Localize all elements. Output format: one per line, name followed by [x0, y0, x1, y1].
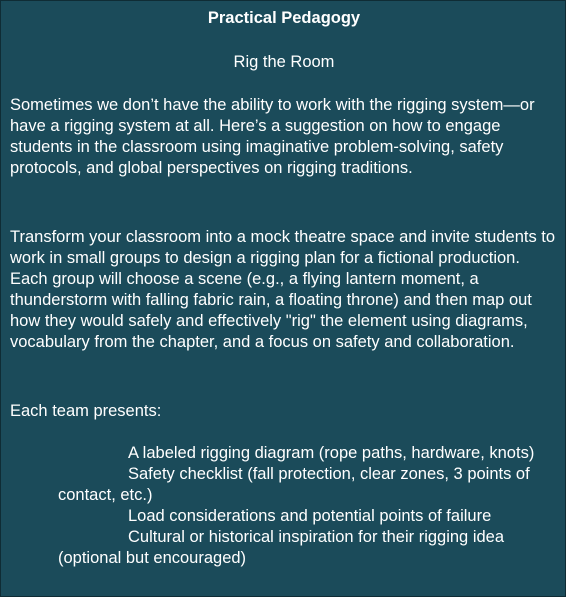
list-item: A labeled rigging diagram (rope paths, hardware, knots)	[128, 444, 535, 462]
list-item: Load considerations and potential points of failure	[128, 507, 492, 525]
activity-paragraph: Transform your classroom into a mock theatre space and invite students to work in small groups to design a rigging plan for a fictional production. Each group will choose a scene (e.g., a flying lantern moment, a thunderstorm with falling fabric rain, a floating throne) and then map out how they would safely and effectively "rig" the element using diagrams, vocabulary from the chapter, and a focus on safety and collaboration.	[10, 228, 556, 351]
callout-subtitle: Rig the Room	[233, 53, 335, 71]
list-item: Safety checklist (fall protection, clear zones, 3 points of contact, etc.)	[58, 465, 530, 504]
intro-paragraph: Sometimes we don’t have the ability to work with the rigging system—or have a rigging system at all. Here’s a suggestion on how to engage students in the classroom using imaginative problem-solving, safety protocols, and global perspectives on rigging traditions.	[10, 96, 535, 177]
presentation-items-list	[1, 443, 566, 569]
callout-title: Practical Pedagogy	[207, 9, 361, 27]
list-item: Cultural or historical inspiration for their rigging idea (optional but encouraged)	[58, 528, 505, 567]
presents-intro: Each team presents:	[10, 402, 162, 420]
